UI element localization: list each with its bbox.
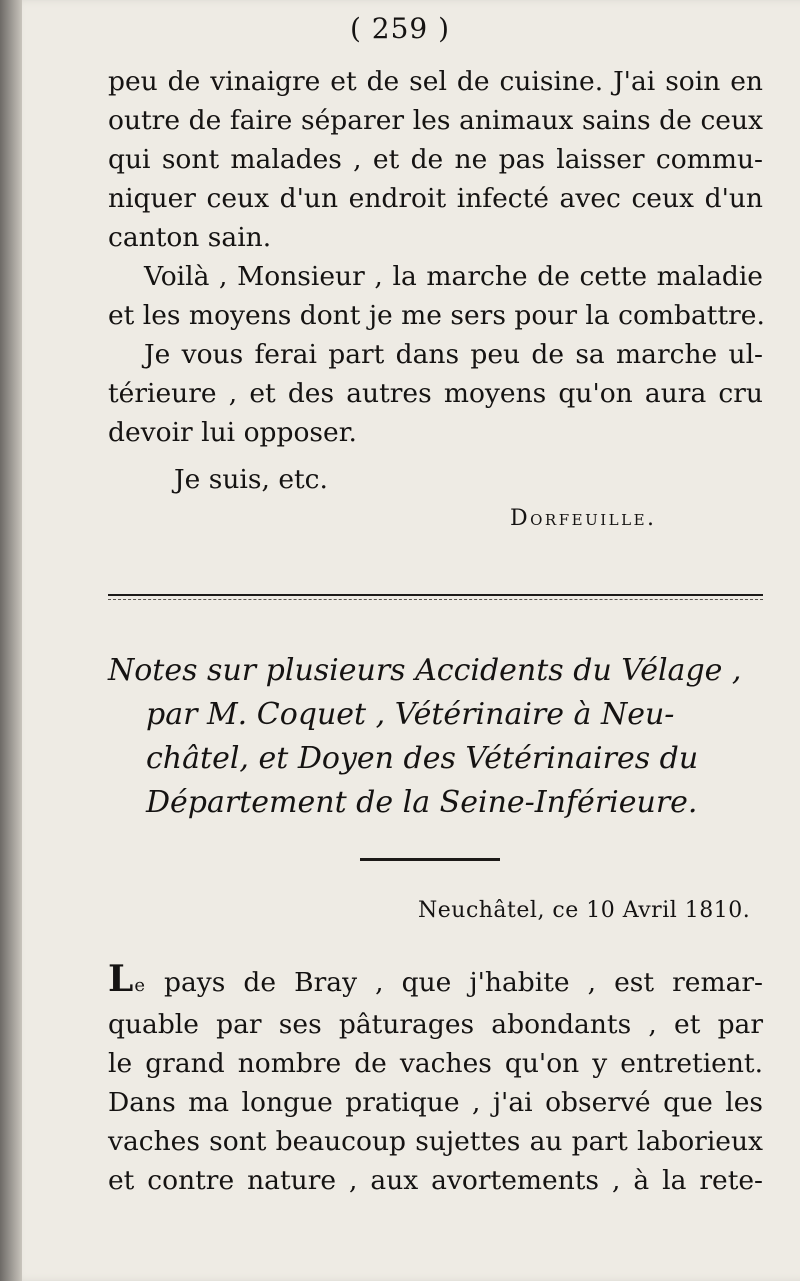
text-line: niquer ceux d'un endroit infecté avec ceux d'un — [108, 183, 763, 214]
drop-cap: L — [108, 958, 135, 1000]
title-line: Département de la Seine-Inférieure. — [146, 785, 698, 820]
text-line-rest: pays de Bray , que j'habite , est remar- — [145, 967, 763, 998]
page-gutter — [0, 0, 22, 1281]
article-title — [108, 649, 763, 825]
letter-closing — [108, 460, 763, 499]
text-line: peu de vinaigre et de sel de cuisine. J'ai soin en — [108, 66, 763, 97]
article-dateline: Neuchâtel, ce 10 Avril 1810. — [418, 898, 751, 923]
title-line: par M. Coquet , Vétérinaire à Neu- — [146, 697, 675, 732]
letter-paragraph-2 — [108, 257, 763, 335]
text-line: devoir lui opposer. — [108, 417, 357, 448]
title-line: Notes sur plusieurs Accidents du Vélage , — [108, 653, 742, 688]
section-divider — [108, 594, 763, 596]
text-line-first — [108, 960, 763, 1005]
text-line: et les moyens dont je me sers pour la combattre. — [108, 300, 765, 331]
text-line: quable par ses pâturages abondants , et par — [108, 1009, 763, 1040]
text-line: outre de faire séparer les animaux sains de ceux — [108, 105, 763, 136]
letter-paragraph-1 — [108, 62, 763, 257]
text-line: Je vous ferai part dans peu de sa marche ul- — [144, 339, 763, 370]
drop-cap-rest: e — [134, 975, 146, 996]
closing-text: Je suis, etc. — [174, 464, 328, 495]
title-line: châtel, et Doyen des Vétérinaires du — [146, 741, 699, 776]
text-line: qui sont malades , et de ne pas laisser commu- — [108, 144, 763, 175]
text-line: Voilà , Monsieur , la marche de cette maladie — [144, 261, 763, 292]
text-line: le grand nombre de vaches qu'on y entretient. — [108, 1048, 763, 1079]
letter-paragraph-3 — [108, 335, 763, 452]
article-body — [108, 960, 763, 1200]
title-underline-rule — [360, 858, 500, 861]
text-line: Dans ma longue pratique , j'ai observé que les — [108, 1087, 763, 1118]
section-divider-dotted — [108, 599, 763, 600]
text-line: canton sain. — [108, 222, 272, 253]
text-line: térieure , et des autres moyens qu'on aura cru — [108, 378, 763, 409]
page-number: ( 259 ) — [349, 12, 451, 45]
text-line: vaches sont beaucoup sujettes au part laborieux — [108, 1126, 763, 1157]
text-line: et contre nature , aux avortements , à la rete- — [108, 1165, 763, 1196]
letter-signature: Dorfeuille. — [510, 506, 657, 531]
